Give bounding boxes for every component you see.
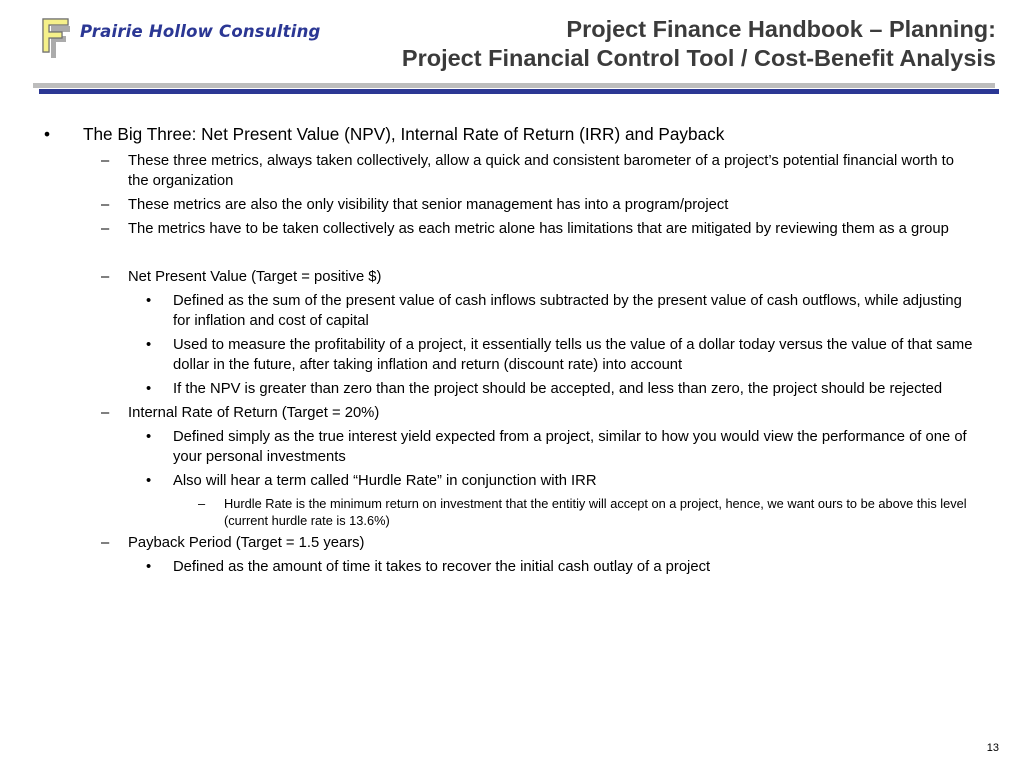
npv-point bbox=[44, 379, 974, 399]
dash-marker: – bbox=[101, 221, 110, 237]
payback-point bbox=[44, 557, 974, 577]
npv-point-text: If the NPV is greater than zero than the project should be accepted, and less than zero, the project should be rejected bbox=[173, 381, 943, 397]
bullet-marker: • bbox=[44, 124, 51, 144]
npv-heading-text: Net Present Value (Target = positive $) bbox=[128, 269, 382, 285]
payback-heading bbox=[44, 533, 974, 553]
slide-content bbox=[44, 124, 974, 581]
irr-point-text: Defined simply as the true interest yield expected from a project, similar to how you would view the performance of one of your personal investments bbox=[173, 429, 967, 465]
company-logo bbox=[40, 16, 340, 62]
intro-item-text: The metrics have to be taken collectively as each metric alone has limitations that are mitigated by reviewing them as a group bbox=[128, 221, 949, 237]
intro-item bbox=[44, 219, 974, 239]
intro-item bbox=[44, 195, 974, 215]
header-divider-blue bbox=[39, 89, 999, 94]
irr-point-text: Also will hear a term called “Hurdle Rate” in conjunction with IRR bbox=[173, 473, 597, 489]
bullet-marker: • bbox=[146, 293, 152, 309]
dash-marker: – bbox=[101, 269, 110, 285]
dash-marker: – bbox=[101, 405, 110, 421]
hurdle-rate-note bbox=[44, 495, 974, 529]
bullet-marker: • bbox=[146, 429, 152, 445]
section-spacer bbox=[44, 243, 974, 267]
intro-item-text: These three metrics, always taken collectively, allow a quick and consistent barometer of a project’s potential financial worth to the organization bbox=[128, 153, 955, 189]
dash-marker: – bbox=[101, 153, 110, 169]
company-name: Prairie Hollow Consulting bbox=[80, 22, 321, 41]
payback-heading-text: Payback Period (Target = 1.5 years) bbox=[128, 535, 365, 551]
dash-marker: – bbox=[198, 496, 206, 511]
payback-point-text: Defined as the amount of time it takes to recover the initial cash outlay of a project bbox=[173, 559, 711, 575]
page-number: 13 bbox=[986, 742, 999, 754]
npv-heading bbox=[44, 267, 974, 287]
main-bullet-text: The Big Three: Net Present Value (NPV), Internal Rate of Return (IRR) and Payback bbox=[83, 124, 725, 144]
hurdle-rate-note-text: Hurdle Rate is the minimum return on investment that the entitiy will accept on a project, hence, we want ours to be above this level (current hurdle rate is 13.6%) bbox=[224, 496, 967, 528]
irr-point bbox=[44, 471, 974, 491]
main-bullet bbox=[44, 124, 974, 145]
bullet-marker: • bbox=[146, 337, 152, 353]
irr-heading bbox=[44, 403, 974, 423]
irr-heading-text: Internal Rate of Return (Target = 20%) bbox=[128, 405, 380, 421]
title-line-1: Project Finance Handbook – Planning: bbox=[566, 16, 996, 42]
bullet-marker: • bbox=[146, 559, 152, 575]
dash-marker: – bbox=[101, 535, 110, 551]
irr-point bbox=[44, 427, 974, 467]
npv-point bbox=[44, 335, 974, 375]
page-title bbox=[402, 15, 996, 73]
folded-f-logo-icon bbox=[40, 16, 78, 58]
bullet-marker: • bbox=[146, 381, 152, 397]
intro-item-text: These metrics are also the only visibility that senior management has into a program/project bbox=[128, 197, 729, 213]
intro-item bbox=[44, 151, 974, 191]
npv-point-text: Used to measure the profitability of a project, it essentially tells us the value of a dollar today versus the value of that same dollar in the future, after taking inflation and return (discount rate) into account bbox=[173, 337, 973, 373]
dash-marker: – bbox=[101, 197, 110, 213]
npv-point bbox=[44, 291, 974, 331]
title-line-2: Project Financial Control Tool / Cost-Benefit Analysis bbox=[401, 45, 996, 71]
bullet-marker: • bbox=[146, 473, 152, 489]
npv-point-text: Defined as the sum of the present value of cash inflows subtracted by the present value of cash outflows, while adjusting for inflation and cost of capital bbox=[173, 293, 962, 329]
